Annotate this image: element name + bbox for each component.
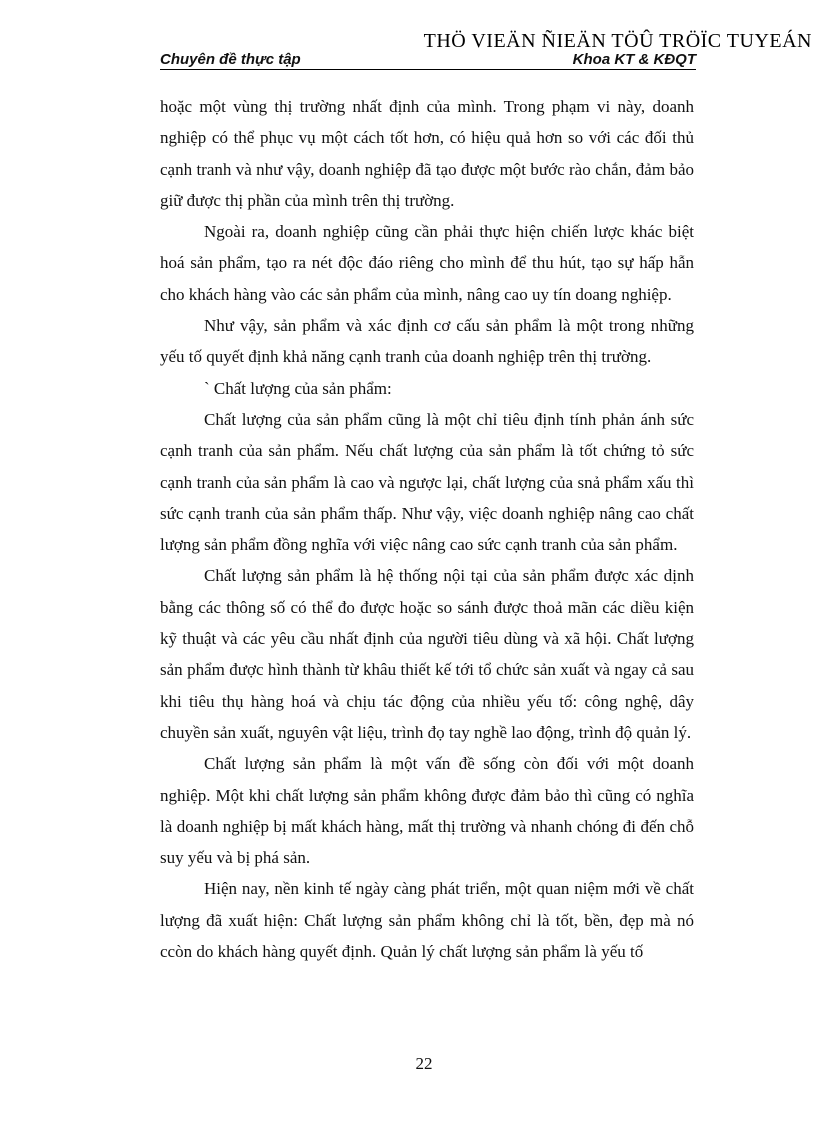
paragraph: Hiện nay, nền kinh tế ngày càng phát triển, một quan niệm mới về chất lượng đã xuất hiện: Chất lượng sản phẩm không chỉ là tốt, bền, đẹp mà nó ccòn do khách hàng quyết định. Quản lý chất lượng sản phẩm là yếu tố [160, 879, 694, 962]
paragraph: Ngoài ra, doanh nghiệp cũng cần phải thực hiện chiến lược khác biệt hoá sản phẩm, tạo ra nét độc đáo riêng cho mình để thu hút, tạo sự hấp hẫn cho khách hàng vào các sản phẩm của mình, nâng cao uy tín doang nghiệp. [160, 222, 694, 304]
header-title: Chuyên đề thực tập [160, 51, 301, 68]
document-body [160, 91, 694, 967]
paragraph: Chất lượng sản phẩm là hệ thống nội tại của sản phẩm được xác dịnh bằng các thông số có thể đo được hoặc so sánh được thoả mãn các diều kiện kỹ thuật và các yêu cầu nhất định của người tiêu dùng và xã hội. Chất lượng sản phẩm được hình thành từ khâu thiết kế tới tổ chức sản xuất và ngay cả sau khi tiêu thụ hàng hoá và chịu tác động của nhiều yếu tố: công nghệ, dây chuyền sản xuất, nguyên vật liệu, trình đọ tay nghề lao động, trình độ quản lý. [160, 566, 694, 742]
section-heading: ` Chất lượng của sản phẩm: [204, 378, 392, 398]
paragraph: hoặc một vùng thị trường nhất định của mình. Trong phạm vi này, doanh nghiệp có thể phục vụ một cách tốt hơn, có hiệu quả hơn so với các đối thủ cạnh tranh và như vậy, doanh nghiệp đã tạo được một bước rào chắn, đảm bảo giữ được thị phần của mình trên thị trường. [160, 97, 694, 210]
library-watermark: THÖ VIEÄN ÑIEÄN TÖÛ TRÖÏC TUYEÁN [423, 30, 812, 52]
paragraph: Như vậy, sản phẩm và xác định cơ cấu sản phẩm là một trong những yếu tố quyết định khả năng cạnh tranh của doanh nghiệp trên thị trường. [160, 316, 694, 367]
paragraph: Chất lượng của sản phẩm cũng là một chỉ tiêu định tính phản ánh sức cạnh tranh của sản phẩm. Nếu chất lượng của sản phẩm là tốt chứng tỏ sức cạnh tranh của sản phẩm là cao và ngược lại, chất lượng của snả phẩm xấu thì sức cạnh tranh của sản phẩm thấp. Như vậy, việc doanh nghiệp nâng cao chất lượng sản phẩm đồng nghĩa với việc nâng cao sức cạnh tranh của sản phẩm. [160, 409, 694, 555]
page-header [160, 49, 696, 70]
paragraph: Chất lượng sản phẩm là một vấn đề sống còn đối với một doanh nghiệp. Một khi chất lượng sản phẩm không được đảm bảo thì cũng có nghĩa là doanh nghiệp bị mất khách hàng, mất thị trường và nhanh chóng đi đến chỗ suy yếu và bị phá sản. [160, 754, 694, 868]
page-number: 22 [415, 1054, 433, 1073]
header-department: Khoa KT & KĐQT [572, 51, 696, 68]
